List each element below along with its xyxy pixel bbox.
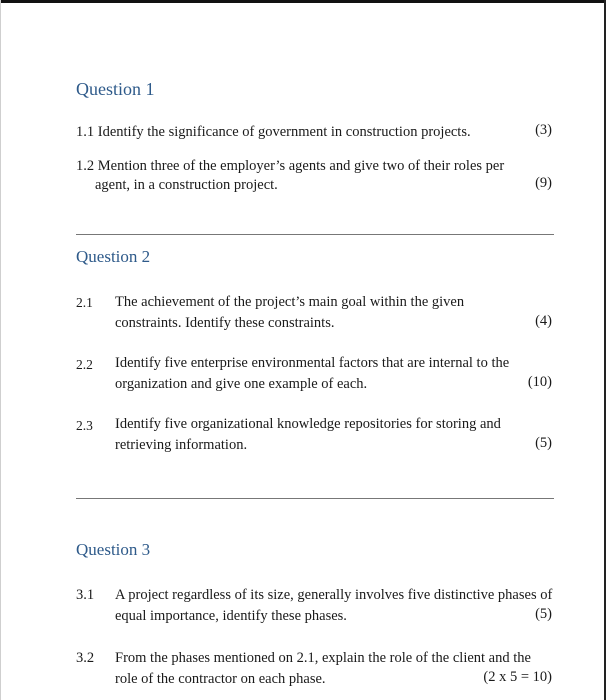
question-2-title: Question 2 (76, 247, 151, 266)
item-number: 2.2 (76, 357, 93, 372)
item-number: 2.3 (76, 418, 93, 433)
item-text-line2: equal importance, identify these phases. (115, 608, 347, 624)
question-1-title: Question 1 (76, 79, 155, 99)
item-number: 1.2 (76, 158, 95, 174)
item-text-line1: From the phases mentioned on 2.1, explain the role of the client and the (115, 650, 531, 666)
item-text-line1: Identify five organizational knowledge repositories for storing and (115, 416, 501, 432)
item-text-line2: role of the contractor on each phase. (115, 671, 326, 687)
item-number: 3.2 (76, 650, 95, 666)
item-text-line1: Identify five enterprise environmental factors that are internal to the (115, 355, 510, 371)
item-marks: (5) (535, 435, 552, 451)
section-divider (76, 234, 554, 235)
question-3-title: Question 3 (76, 540, 151, 559)
item-marks: (4) (535, 313, 552, 329)
question-1-2 (76, 156, 504, 177)
item-text-line2: agent, in a construction project. (95, 177, 278, 193)
item-number: 2.1 (76, 295, 93, 310)
item-marks: (5) (535, 606, 552, 622)
item-marks: (10) (527, 374, 552, 390)
item-text-line2: constraints. Identify these constraints. (115, 315, 335, 331)
item-number: 1.1 (76, 124, 95, 140)
item-marks: (3) (535, 122, 552, 138)
section-divider (76, 498, 554, 499)
left-edge (0, 0, 1, 700)
item-number: 3.1 (76, 587, 95, 603)
item-text-line2: organization and give one example of each. (115, 376, 368, 392)
item-marks: (9) (535, 175, 552, 191)
item-marks: (2 x 5 = 10) (483, 669, 552, 685)
item-text-line2: retrieving information. (115, 437, 248, 453)
item-text-line1: The achievement of the project’s main goal within the given (115, 294, 465, 310)
item-text: Identify the significance of government in construction projects. (97, 124, 471, 140)
item-text-line1: Mention three of the employer’s agents and give two of their roles per (97, 158, 505, 174)
question-1-1 (76, 122, 471, 143)
top-border (0, 0, 606, 3)
item-text-line1: A project regardless of its size, generally involves five distinctive phases of (115, 587, 553, 603)
